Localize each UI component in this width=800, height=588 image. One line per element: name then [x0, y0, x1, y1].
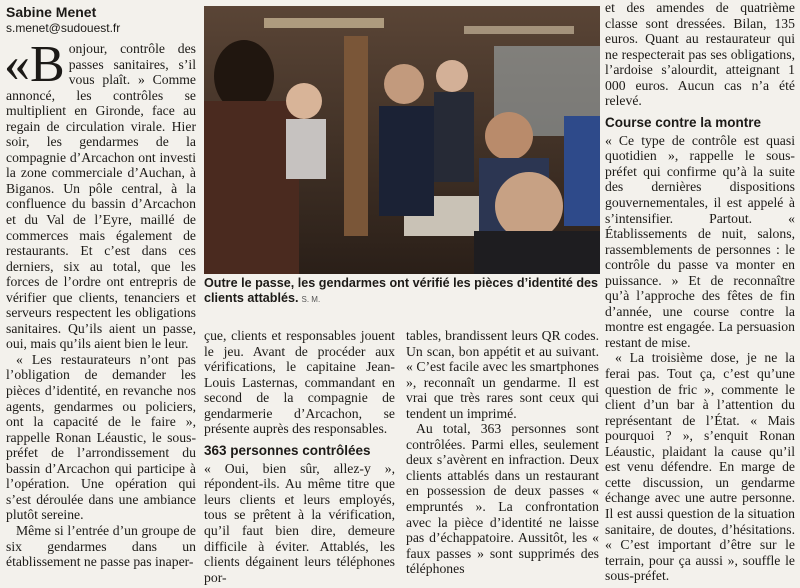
column-1 [6, 0, 196, 570]
photo-credit: S. M. [301, 295, 321, 304]
article-paragraph: « Oui, bien sûr, allez-y », répondent-ils. Au même titre que leurs clients et leurs employés, tous se prêtent à la vérification, qu’il faut bien dire, demeure difficile à éviter. Attablés, les clients dégainent leurs téléphones por- [204, 460, 395, 585]
column-4 [605, 0, 795, 584]
article-paragraph: « Ce type de contrôle est quasi quotidien », rappelle le sous-préfet qui confirme qu’à la suite des dernières dispositions gouvernementales, il est appelé à s’intensifier. Partout. « Établissements de nuit, salons, rassemblements de personnes : le contrôle du passe va monter en puissance. » Et de reconnaître qu’à l’approche des fêtes de fin d’année, une course contre la montre est engagée. La persuasion restant de mise. [605, 132, 795, 350]
author-name: Sabine Menet [6, 4, 97, 20]
lead-text: onjour, contrôle des passes sanitaires, s’il vous plaît. » Comme annoncé, les contrôles se multiplient en Gironde, face au regain de circulation virale. Hier soir, les gendarmes de la compagnie d’Arcachon ont investi la zone commerciale d’Auchan, à Biganos. Un pôle central, à la confluence du bassin d’Arcachon et du Val de l’Eyre, maillé de commerces mais également de restaurants. Et c’est dans ces derniers, six au total, que les forces de l’ordre ont entrepris de vérifier que clients, tenanciers et serveurs respectent les obligations sanitaires. Qu’ils aient un passe, oui, mais qu’ils aient bien le leur. [6, 41, 196, 352]
article-paragraph: çue, clients et responsables jouent le jeu. Avant de procéder aux vérifications, le capitaine Jean-Louis Lasternas, commandant en second de la compagnie de gendarmerie d’Arcachon, se présente auprès des responsables. [204, 328, 395, 437]
drop-cap: «B [4, 36, 65, 93]
article-photo [204, 6, 600, 274]
article-paragraph: et des amendes de quatrième classe sont dressées. Bilan, 135 euros. Quant au restaurateur qui ne respecterait pas ses obligations, l’ardoise s’alourdit, atteignant 1 000 euros. Aucun cas n’a été relevé. [605, 0, 795, 109]
column-3 [406, 328, 599, 577]
article-paragraph: « Les restaurateurs n’ont pas l’obligation de demander les pièces d’identité, en revanche nos agents, gendarmes ou policiers, ont la capacité de le faire », rappelle Ronan Léaustic, le sous-préfet de l’arrondissement du bassin d’Arcachon qui participe à l’opération. Une opération qui s’est déroulée dans une ambiance plutôt sereine. [6, 351, 196, 523]
middle-text-area [204, 328, 600, 588]
caption-text: Outre le passe, les gendarmes ont vérifié les pièces d’identité des clients attablés. [204, 276, 599, 305]
lead-paragraph [4, 36, 196, 352]
article-paragraph: « La troisième dose, je ne la ferai pas. Tout ça, c’est qu’une question de fric », commente le client d’un bar à l’attention du représentant de l’État. « Mais pourquoi ? », s’enquit Ronan Léaustic, plaidant la cause qu’il est venu défendre. En marge de cette discussion, un gendarme échange avec une autre personne. Il est aussi question de la situation sanitaire, de doutes, d’hésitations. « C’est important d’être sur le terrain, pour ça aussi », souffle le sous-préfet. [605, 350, 795, 584]
subheading: 363 personnes contrôlées [204, 442, 371, 458]
article-paragraph: Au total, 363 personnes sont contrôlées. Parmi elles, seulement deux s’avèrent en infraction. Deux clients attablés dans un restaurant en possession de deux passes « empruntés ». La confrontation avec la pièce d’identité ne laisse pas d’échappatoire. Aussitôt, les « faux passes » sont supprimés des téléphones [406, 421, 599, 577]
article-paragraph: tables, brandissent leurs QR codes. Un scan, bon appétit et au suivant. « C’est facile avec les smartphones », reconnaît un gendarme. Il est vrai que très rares sont ceux qui tendent un imprimé. [406, 328, 599, 421]
photo-caption [204, 276, 600, 307]
subheading: Course contre la montre [605, 114, 762, 130]
author-email[interactable]: s.menet@sudouest.fr [6, 21, 121, 35]
article-paragraph: Même si l’entrée d’un groupe de six gendarmes dans un établissement ne passe pas inaper- [6, 522, 196, 570]
column-2 [204, 328, 395, 585]
